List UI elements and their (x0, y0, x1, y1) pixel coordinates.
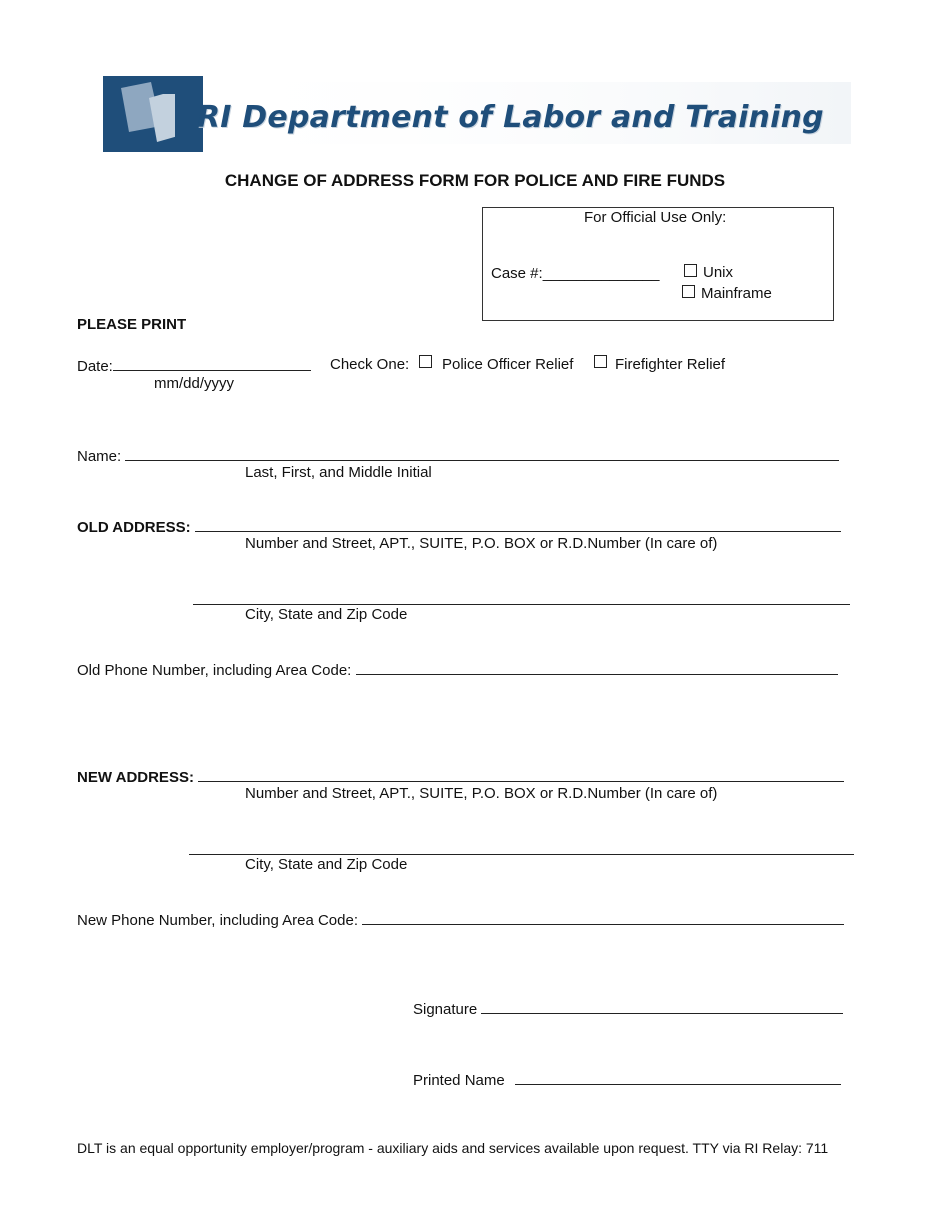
old-street-hint: Number and Street, APT., SUITE, P.O. BOX or R.D.Number (In care of) (245, 535, 718, 552)
unix-checkbox[interactable] (684, 264, 697, 277)
mainframe-label: Mainframe (701, 285, 772, 302)
case-number-field[interactable]: Case #:______________ (491, 265, 660, 282)
official-use-title: For Official Use Only: (584, 209, 727, 226)
firefighter-relief-label: Firefighter Relief (615, 356, 726, 373)
old-phone-label: Old Phone Number, including Area Code: (77, 662, 352, 679)
police-officer-relief-label: Police Officer Relief (442, 356, 574, 373)
date-format-hint: mm/dd/yyyy (154, 375, 235, 392)
mainframe-checkbox[interactable] (682, 285, 695, 298)
name-hint: Last, First, and Middle Initial (245, 464, 432, 481)
old-street-input[interactable] (195, 517, 841, 532)
name-label: Name: (77, 448, 122, 465)
old-address-label: OLD ADDRESS: (77, 519, 191, 536)
signature-input[interactable] (481, 999, 843, 1014)
police-officer-relief-checkbox[interactable] (419, 355, 432, 368)
date-label: Date: (77, 358, 113, 375)
please-print-label: PLEASE PRINT (77, 316, 187, 333)
new-phone-label: New Phone Number, including Area Code: (77, 912, 359, 929)
new-address-label: NEW ADDRESS: (77, 769, 194, 786)
new-city-hint: City, State and Zip Code (245, 856, 408, 873)
old-city-input[interactable] (193, 590, 850, 605)
check-one-label: Check One: (330, 356, 410, 373)
new-street-hint: Number and Street, APT., SUITE, P.O. BOX or R.D.Number (In care of) (245, 785, 718, 802)
footer-notice: DLT is an equal opportunity employer/program - auxiliary aids and services available upon request. TTY via RI Relay: 711 (77, 1140, 829, 1156)
printed-name-label: Printed Name (413, 1072, 505, 1089)
firefighter-relief-checkbox[interactable] (594, 355, 607, 368)
new-phone-input[interactable] (362, 910, 844, 925)
date-input[interactable] (113, 356, 311, 371)
department-name: RI Department of Labor and Training (197, 100, 824, 135)
name-input[interactable] (125, 446, 839, 461)
form-title: CHANGE OF ADDRESS FORM FOR POLICE AND FIRE FUNDS (224, 171, 726, 190)
new-city-input[interactable] (189, 840, 854, 855)
unix-label: Unix (703, 264, 734, 281)
old-city-hint: City, State and Zip Code (245, 606, 408, 623)
old-phone-input[interactable] (356, 660, 838, 675)
new-street-input[interactable] (198, 767, 844, 782)
printed-name-input[interactable] (515, 1070, 841, 1085)
signature-label: Signature (413, 1001, 478, 1018)
